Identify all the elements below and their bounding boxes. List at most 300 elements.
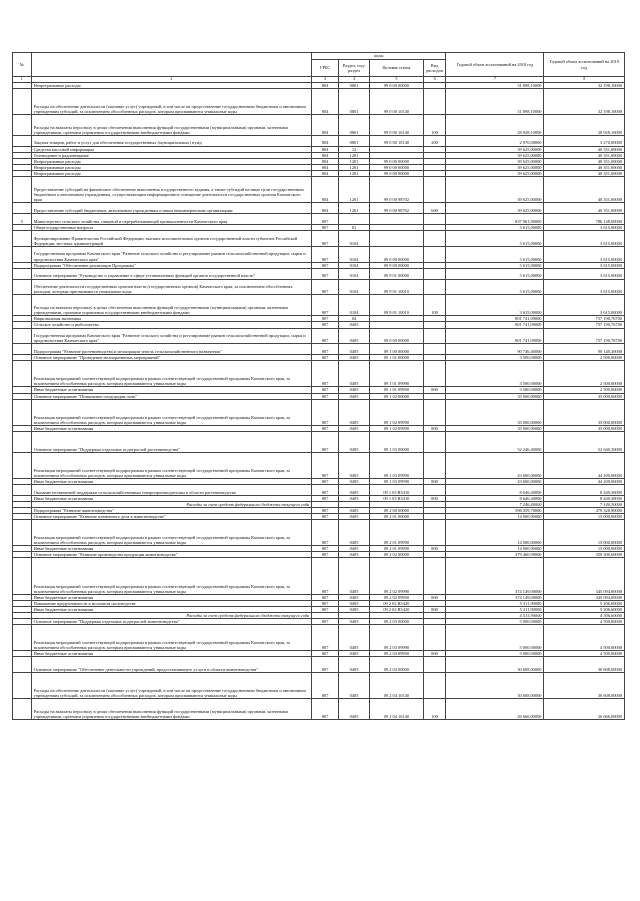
row-grbs: 807 (312, 224, 339, 230)
row-amount-2019: 40 351,00000 (544, 152, 625, 158)
row-razdel: 0405 (339, 495, 370, 501)
row-grbs: 807 (312, 600, 339, 606)
row-expense-type (423, 625, 446, 651)
row-razdel: 0405 (339, 508, 370, 514)
row-amount-2018: 8 646,40000 (446, 495, 544, 501)
row-target-article: 09 0 00 00000 (370, 328, 424, 344)
row-razdel: 0405 (339, 625, 370, 651)
row-grbs: 804 (312, 177, 339, 203)
row-razdel: 0104 (339, 268, 370, 279)
row-name: Реализация мероприятий соответствующей подпрограммы в рамках соответствующей государственной программы Камчатского края, за исключением обособленных расходов, которым присваиваются уникальные коды (31, 558, 312, 594)
row-target-article: 99 0 00 98702 (370, 203, 424, 214)
row-target-article: 09 2 02 00000 (370, 552, 424, 558)
row-amount-2019: 52 640,30000 (544, 431, 625, 452)
row-amount-2019: 2 500,00000 (544, 387, 625, 393)
row-amount-2018: 801 741,09000 (446, 328, 544, 344)
row-name: Обеспечение деятельности государственных органов власти (государственных органов) Камчатского края, за исключением обособленных расходов, которым присваиваются уникальные коды (31, 279, 312, 295)
row-number (13, 625, 32, 651)
row-grbs: 804 (312, 170, 339, 176)
row-amount-2019: 3 615,00000 (544, 246, 625, 262)
row-amount-2019: 4 500,00000 (544, 651, 625, 657)
row-target-article: 09 2 03 09990 (370, 625, 424, 651)
row-razdel: 0104 (339, 246, 370, 262)
row-number (13, 114, 32, 135)
row-amount-2018: 837 961,90000 (446, 213, 544, 224)
row-target-article: 09 2 03 00000 (370, 619, 424, 625)
row-amount-2019: 345 094,00000 (544, 594, 625, 600)
row-number (13, 268, 32, 279)
row-amount-2018: 28 928,10000 (446, 114, 544, 135)
row-amount-2019: 479 328,90000 (544, 508, 625, 514)
row-amount-2018: 35 000,00000 (446, 393, 544, 399)
row-amount-2018: 801 741,09000 (446, 322, 544, 328)
row-expense-type: 800 (423, 387, 446, 393)
row-razdel: 0801 (339, 88, 370, 114)
row-name: Реализация мероприятий соответствующей подпрограммы в рамках соответствующей государственной программы Камчатского края, за исключением обособленных расходов, которым присваиваются уникальные коды (31, 399, 312, 425)
row-amount-2018: 39 625,00000 (446, 203, 544, 214)
row-grbs: 807 (312, 262, 339, 268)
row-grbs: 807 (312, 268, 339, 279)
row-amount-2019: 2 500,00000 (544, 361, 625, 387)
row-amount-2018: 5 000,00000 (446, 625, 544, 651)
row-razdel: 0405 (339, 558, 370, 594)
row-amount-2019: 30 608,00000 (544, 657, 625, 673)
row-amount-2019: 40 351,00000 (544, 203, 625, 214)
col-year2-header: Годовой объем ассигнований на 2019 год (544, 53, 625, 77)
row-amount-2019: 15 000,00000 (544, 546, 625, 552)
table-row (13, 177, 625, 203)
row-name: Закупка товаров, работ и услуг для обеспечения государственных (муниципальных) нужд (31, 135, 312, 146)
row-name: Иные бюджетные ассигнования (31, 387, 312, 393)
row-amount-2019: 35 000,00000 (544, 425, 625, 431)
row-razdel: 0104 (339, 262, 370, 268)
col-codes-header: коды (312, 53, 446, 60)
row-expense-type (423, 399, 446, 425)
row-name: Сельское хозяйство и рыболовство (31, 322, 312, 328)
row-name: Средства массовой информации (31, 146, 312, 152)
row-amount-2019: 757 190,76700 (544, 316, 625, 322)
col-num: 3 (312, 77, 339, 83)
row-expense-type: 600 (423, 203, 446, 214)
row-name: Основное мероприятие "Проведение мелиоративных мероприятий" (31, 355, 312, 361)
row-razdel: 0801 (339, 135, 370, 146)
row-name: Основное мероприятие "Развитие производства продукции животноводства" (31, 552, 312, 558)
row-name: Иные бюджетные ассигнования (31, 651, 312, 657)
row-name: Иные бюджетные ассигнования (31, 606, 312, 612)
row-number (13, 230, 32, 246)
row-grbs: 807 (312, 514, 339, 520)
row-expense-type: 200 (423, 135, 446, 146)
row-name: Предоставление субсидий на финансовое обеспечение выполнения государственного задания, а также субсидий на иные цели государственным бюджетным и автономным учреждениям, осуществляющим информационное освещение деятельности государственных органов Камчатского края (31, 177, 312, 203)
row-amount-2019: 30 608,00000 (544, 673, 625, 699)
row-razdel: 0405 (339, 431, 370, 452)
row-razdel: 0405 (339, 344, 370, 355)
row-razdel: 0405 (339, 619, 370, 625)
row-amount-2019: 44 200,00000 (544, 478, 625, 484)
row-amount-2018: 39 625,00000 (446, 170, 544, 176)
row-expense-type: 800 (423, 478, 446, 484)
row-amount-2018: 3 615,00000 (446, 224, 544, 230)
row-razdel: 0405 (339, 594, 370, 600)
row-expense-type: 100 (423, 295, 446, 316)
row-amount-2018: 2 970,00000 (446, 135, 544, 146)
row-amount-2019: 8 440,30000 (544, 495, 625, 501)
row-name: Оказание несвязанной поддержки сельскохозяйственным товаропроизводителям в области растениеводства (31, 485, 312, 496)
row-name: Основное мероприятие "Руководство и управление в сфере установленных функций органов государственной власти" (31, 268, 312, 279)
row-target-article: 99 0 00 10140 (370, 135, 424, 146)
row-amount-2018: 14 000,00000 (446, 520, 544, 546)
row-amount-2019: 350 300,60000 (544, 552, 625, 558)
row-amount-2018: 35 000,00000 (446, 425, 544, 431)
row-razdel: 0405 (339, 328, 370, 344)
row-target-article: 99 0 00 10140 (370, 88, 424, 114)
row-grbs: 807 (312, 558, 339, 594)
row-amount-2018: 14 000,00000 (446, 514, 544, 520)
row-amount-2019: 40 351,00000 (544, 177, 625, 203)
row-amount-2019: 28 928,10000 (544, 114, 625, 135)
row-name: Реализация мероприятий соответствующей подпрограммы в рамках соответствующей государственной программы Камчатского края, за исключением обособленных расходов, которым присваиваются уникальные коды (31, 361, 312, 387)
row-grbs: 807 (312, 393, 339, 399)
row-number (13, 88, 32, 114)
row-expense-type: 800 (423, 606, 446, 612)
row-name: Предоставление субсидий бюджетным, автономным учреждениям и иным некоммерческим организациям (31, 203, 312, 214)
row-expense-type (423, 657, 446, 673)
budget-table (12, 52, 625, 720)
row-target-article: 09 0 00 00000 (370, 246, 424, 262)
row-target-article: 09 1 01 09990 (370, 361, 424, 387)
row-amount-2019: 40 351,00000 (544, 164, 625, 170)
row-grbs: 807 (312, 520, 339, 546)
row-expense-type (423, 344, 446, 355)
row-expense-type: 800 (423, 594, 446, 600)
row-razdel: 0405 (339, 651, 370, 657)
row-grbs: 807 (312, 322, 339, 328)
row-razdel: 0405 (339, 425, 370, 431)
row-amount-2018: 3 500,00000 (446, 387, 544, 393)
row-number (13, 452, 32, 478)
row-name: Расходы на выплаты персоналу в целях обеспечения выполнения функций государственными (муниципальными) органами, казенными учреждениями, органами управления государственными внебюджетными фондами (31, 295, 312, 316)
row-razdel: 0405 (339, 699, 370, 720)
row-name: Общегосударственные вопросы (31, 224, 312, 230)
row-amount-2019: 786 148,00000 (544, 213, 625, 224)
table-row (13, 699, 625, 720)
table-row (13, 431, 625, 452)
row-razdel: 0405 (339, 546, 370, 552)
row-grbs: 807 (312, 606, 339, 612)
row-target-article: 09 9 01 10010 (370, 295, 424, 316)
row-razdel: 0405 (339, 393, 370, 399)
row-number (13, 673, 32, 699)
row-expense-type (423, 431, 446, 452)
row-target-article: 09 1 03 R5410 (370, 485, 424, 496)
row-amount-2018: 3 615,00000 (446, 268, 544, 279)
row-amount-2019: 4 306,60000 (544, 613, 625, 619)
row-amount-2018: 31 898,10000 (446, 82, 544, 88)
row-name: Министерство сельского хозяйства, пищевой и перерабатывающей промышленности Камчатского края (31, 213, 312, 224)
row-target-article: 99 0 00 00000 (370, 82, 424, 88)
row-amount-2019: 8 440,30000 (544, 485, 625, 496)
row-target-article: 09 1 03 00000 (370, 431, 424, 452)
row-expense-type: 100 (423, 114, 446, 135)
row-name: Расходы на обеспечение деятельности (оказание услуг) учреждений, в том числе на предоставление государственным бюджетным и автономным учреждениям субсидий, за исключением обособленных расходов, которым присваиваются уникальные коды (31, 88, 312, 114)
row-grbs: 807 (312, 651, 339, 657)
row-amount-2019: 4 500,00000 (544, 619, 625, 625)
row-expense-type (423, 246, 446, 262)
row-grbs: 807 (312, 387, 339, 393)
row-grbs: 807 (312, 213, 339, 224)
row-amount-2018: 7 246,40000 (446, 501, 544, 507)
row-grbs: 804 (312, 114, 339, 135)
col-num: 2 (31, 77, 312, 83)
row-amount-2018: 374 149,00000 (446, 558, 544, 594)
row-name: Национальная экономика (31, 316, 312, 322)
row-amount-2019: 3 615,00000 (544, 295, 625, 316)
row-razdel: 1201 (339, 152, 370, 158)
table-header (13, 53, 625, 83)
table-row (13, 230, 625, 246)
row-amount-2018: 5 000,00000 (446, 619, 544, 625)
table-row (13, 246, 625, 262)
row-target-article: 09 1 03 R5410 (370, 495, 424, 501)
row-number (13, 135, 32, 146)
row-amount-2018: 3 500,00000 (446, 355, 544, 361)
col-num: 1 (13, 77, 32, 83)
row-name: Государственная программа Камчатского края "Развитие сельского хозяйства и регулирование рынков сельскохозяйственной продукции, сырья и продовольствия Камчатского края" (31, 246, 312, 262)
row-amount-2018: 90 746,40000 (446, 344, 544, 355)
row-name: Иные бюджетные ассигнования (31, 478, 312, 484)
row-amount-2019: 3 615,00000 (544, 224, 625, 230)
row-grbs: 807 (312, 452, 339, 478)
row-target-article: 09 2 04 00000 (370, 657, 424, 673)
row-name: Функционирование Правительства Российской Федерации, высших исполнительных органов государственной власти субъектов Российской Федерации, местных администраций (31, 230, 312, 246)
row-razdel: 0405 (339, 452, 370, 478)
row-amount-2018: 3 615,00000 (446, 295, 544, 316)
row-amount-2019: 4 500,00000 (544, 625, 625, 651)
row-razdel: 0405 (339, 478, 370, 484)
row-amount-2019: 32 198,10000 (544, 88, 625, 114)
row-amount-2019: 3 615,00000 (544, 230, 625, 246)
row-amount-2019: 15 000,00000 (544, 514, 625, 520)
row-amount-2019: 32 198,10000 (544, 82, 625, 88)
row-expense-type: 100 (423, 699, 446, 720)
row-grbs: 804 (312, 164, 339, 170)
row-grbs: 807 (312, 625, 339, 651)
row-number (13, 485, 32, 496)
row-number (13, 344, 32, 355)
row-grbs: 807 (312, 355, 339, 361)
table-row (13, 114, 625, 135)
row-amount-2018: 374 149,00000 (446, 594, 544, 600)
row-grbs: 804 (312, 152, 339, 158)
row-grbs: 807 (312, 344, 339, 355)
row-razdel: 1201 (339, 170, 370, 176)
row-target-article: 09 2 02 R5420 (370, 600, 424, 606)
budget-page (12, 52, 625, 720)
col-cs-header: Целевая статья (370, 60, 424, 77)
row-razdel: 0405 (339, 485, 370, 496)
row-name: Телевидение и радиовещание (31, 152, 312, 158)
row-expense-type (423, 268, 446, 279)
row-expense-type (423, 520, 446, 546)
row-grbs: 807 (312, 508, 339, 514)
table-row (13, 657, 625, 673)
row-name: Подпрограмма "Обеспечение реализации Программы" (31, 262, 312, 268)
table-row (13, 520, 625, 546)
row-amount-2018: 5 000,00000 (446, 651, 544, 657)
row-razdel: 1201 (339, 158, 370, 164)
row-target-article: 09 2 01 09990 (370, 520, 424, 546)
row-razdel: 0405 (339, 322, 370, 328)
row-amount-2019: 35 000,00000 (544, 393, 625, 399)
row-amount-2018: 30 608,00000 (446, 657, 544, 673)
col-no-header: № (13, 53, 32, 77)
row-name: Расходы на выплаты персоналу в целях обеспечения выполнения функций государственными (муниципальными) органами, казенными учреждениями, органами управления государственными внебюджетными фондами (31, 699, 312, 720)
row-razdel (339, 213, 370, 224)
row-number (13, 399, 32, 425)
row-amount-2018: 3 500,00000 (446, 361, 544, 387)
row-grbs: 807 (312, 246, 339, 262)
row-amount-2018: 5 311,90000 (446, 600, 544, 606)
row-grbs: 807 (312, 230, 339, 246)
row-amount-2018: 596 359,70000 (446, 508, 544, 514)
row-target-article: 09 2 04 10140 (370, 673, 424, 699)
row-amount-2019: 5 206,60000 (544, 606, 625, 612)
row-grbs: 807 (312, 619, 339, 625)
row-target-article: 09 9 01 10010 (370, 279, 424, 295)
row-amount-2019: 3 615,00000 (544, 262, 625, 268)
row-expense-type (423, 485, 446, 496)
row-grbs: 807 (312, 425, 339, 431)
row-target-article: 09 1 03 09990 (370, 452, 424, 478)
row-razdel: 0405 (339, 399, 370, 425)
row-target-article: 09 2 02 09990 (370, 558, 424, 594)
row-number (13, 657, 32, 673)
row-target-article: 99 0 00 00000 (370, 164, 424, 170)
row-name: Основное мероприятие "Повышение плодородия почв" (31, 393, 312, 399)
row-number: 5 (13, 213, 32, 224)
row-amount-2018: 14 000,00000 (446, 546, 544, 552)
row-name: Реализация мероприятий соответствующей подпрограммы в рамках соответствующей государственной программы Камчатского края, за исключением обособленных расходов, которым присваиваются уникальные коды (31, 520, 312, 546)
row-grbs: 807 (312, 495, 339, 501)
col-num: 6 (423, 77, 446, 83)
row-name: Иные бюджетные ассигнования (31, 425, 312, 431)
row-amount-2019: 40 351,00000 (544, 146, 625, 152)
col-grbs-header: ГРБС (312, 60, 339, 77)
table-row (13, 213, 625, 224)
row-target-article: 09 2 00 00000 (370, 508, 424, 514)
row-name: Иные бюджетные ассигнования (31, 594, 312, 600)
col-num: 5 (370, 77, 424, 83)
table-row (13, 203, 625, 214)
row-number (13, 246, 32, 262)
row-target-article: 99 0 00 00000 (370, 158, 424, 164)
row-amount-2018: 30 608,00000 (446, 673, 544, 699)
row-number (13, 295, 32, 316)
row-expense-type (423, 361, 446, 387)
row-target-article: 99 0 00 98702 (370, 177, 424, 203)
row-name: Непрограммные расходы (31, 82, 312, 88)
row-name: Подпрограмма "Развитие животноводства" (31, 508, 312, 514)
row-grbs: 807 (312, 657, 339, 673)
row-amount-2018: 39 625,00000 (446, 158, 544, 164)
row-razdel: 0104 (339, 295, 370, 316)
row-expense-type (423, 452, 446, 478)
row-razdel: 0801 (339, 82, 370, 88)
row-amount-2018: 8 646,40000 (446, 485, 544, 496)
row-name: Расходы за счет средств федерального бюджета текущего года (31, 613, 312, 619)
row-amount-2018: 43 600,00000 (446, 452, 544, 478)
row-razdel: 1201 (339, 177, 370, 203)
row-expense-type: 800 (423, 546, 446, 552)
row-name: Иные бюджетные ассигнования (31, 495, 312, 501)
row-target-article: 09 1 02 09990 (370, 425, 424, 431)
row-expense-type: 800 (423, 651, 446, 657)
row-razdel: 12 (339, 146, 370, 152)
row-razdel: 0405 (339, 606, 370, 612)
col-vr-header: Вид расходов (423, 60, 446, 77)
col-year1-header: Годовой объем ассигнований на 2018 год (446, 53, 544, 77)
row-grbs: 807 (312, 546, 339, 552)
row-grbs: 807 (312, 485, 339, 496)
row-name: Иные бюджетные ассигнования (31, 546, 312, 552)
row-expense-type (423, 673, 446, 699)
table-row (13, 558, 625, 594)
row-number (13, 361, 32, 387)
table-row (13, 485, 625, 496)
row-grbs: 807 (312, 399, 339, 425)
row-name: Основное мероприятие "Поддержка отдельных подотраслей животноводства" (31, 619, 312, 625)
row-amount-2018: 5 311,90000 (446, 606, 544, 612)
table-row (13, 625, 625, 651)
row-number (13, 279, 32, 295)
row-number (13, 520, 32, 546)
row-expense-type (423, 88, 446, 114)
row-razdel: 0405 (339, 387, 370, 393)
row-amount-2018: 31 898,10000 (446, 88, 544, 114)
row-grbs: 807 (312, 673, 339, 699)
row-target-article: 99 0 00 10140 (370, 114, 424, 135)
row-razdel: 04 (339, 316, 370, 322)
row-number (13, 699, 32, 720)
row-amount-2018: 43 600,00000 (446, 478, 544, 484)
row-target-article: 09 1 00 00000 (370, 344, 424, 355)
row-amount-2019: 757 190,76700 (544, 328, 625, 344)
row-target-article: 09 1 02 09990 (370, 399, 424, 425)
row-number (13, 328, 32, 344)
row-grbs: 804 (312, 203, 339, 214)
row-target-article: 09 1 02 00000 (370, 393, 424, 399)
row-target-article (370, 230, 424, 246)
row-number (13, 558, 32, 594)
row-amount-2018: 4 515,90000 (446, 613, 544, 619)
row-amount-2018: 3 615,00000 (446, 230, 544, 246)
row-razdel: 0405 (339, 514, 370, 520)
row-amount-2019: 3 270,00000 (544, 135, 625, 146)
row-name: Реализация мероприятий соответствующей подпрограммы в рамках соответствующей государственной программы Камчатского края, за исключением обособленных расходов, которым присваиваются уникальные коды (31, 452, 312, 478)
row-expense-type (423, 177, 446, 203)
row-amount-2018: 3 615,00000 (446, 279, 544, 295)
row-razdel: 01 (339, 224, 370, 230)
row-razdel: 0405 (339, 355, 370, 361)
table-row (13, 328, 625, 344)
row-grbs: 804 (312, 135, 339, 146)
row-razdel: 1201 (339, 164, 370, 170)
row-target-article: 09 2 03 09990 (370, 651, 424, 657)
row-number (13, 177, 32, 203)
row-amount-2019: 15 000,00000 (544, 520, 625, 546)
row-amount-2019: 44 200,00000 (544, 452, 625, 478)
row-razdel: 0104 (339, 230, 370, 246)
